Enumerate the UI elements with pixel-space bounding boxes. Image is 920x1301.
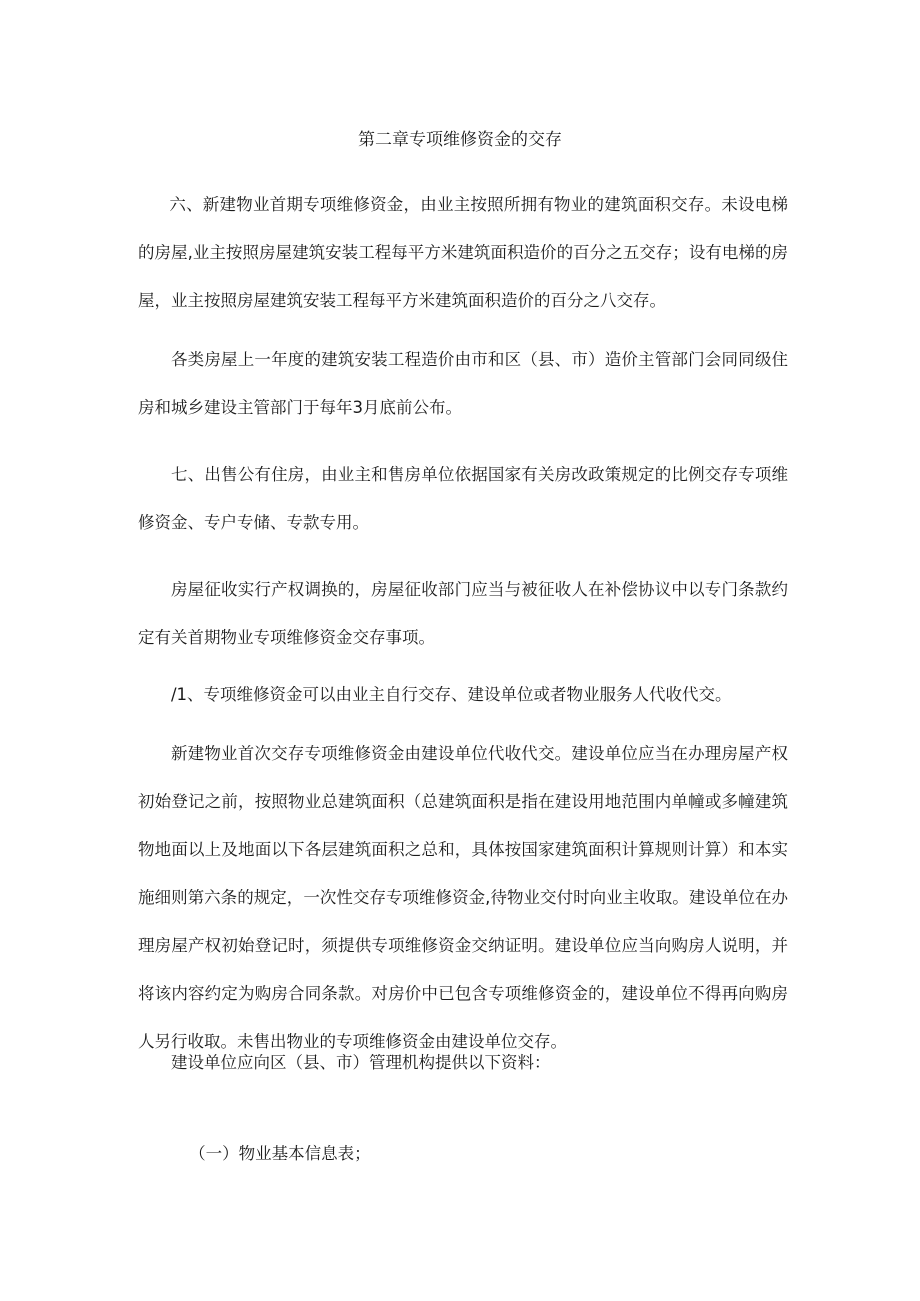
materials-item-1: （一）物业基本信息表；	[189, 1144, 371, 1163]
article-8-paragraph: /1、专项维修资金可以由业主自行交存、建设单位或者物业服务人代收代交。	[171, 685, 732, 704]
construction-cost-paragraph: 各类房屋上一年度的建筑安装工程造价由市和区（县、市）造价主管部门会同同级住房和城乡建设主管部门于每年3月底前公布。	[138, 350, 788, 417]
new-property-deposit-paragraph: 新建物业首次交存专项维修资金由建设单位代收代交。建设单位应当在办理房屋产权初始登记之前，按照物业总建筑面积（总建筑面积是指在建设用地范围内单幢或多幢建筑物地面以上及地面以下各层建筑面积之总和，具体按国家建筑面积计算规则计算）和本实施细则第六条的规定，一次性交存专项维修资金,待物业交付时向业主收取。建设单位在办理房屋产权初始登记时，须提供专项维修资金交纳证明。建设单位应当向购房人说明，并将该内容约定为购房合同条款。对房价中已包含专项维修资金的，建设单位不得再向购房人另行收取。未售出物业的专项维修资金由建设单位交存。	[138, 744, 788, 1051]
chapter-title: 第二章专项维修资金的交存	[358, 130, 562, 150]
article-6-paragraph: 六、新建物业首期专项维修资金，由业主按照所拥有物业的建筑面积交存。未设电梯的房屋,业主按照房屋建筑安装工程每平方米建筑面积造价的百分之五交存；设有电梯的房屋，业主按照房屋建筑安装工程每平方米建筑面积造价的百分之八交存。	[138, 195, 788, 310]
article-7-paragraph: 七、出售公有住房，由业主和售房单位依据国家有关房改政策规定的比例交存专项维修资金、专户专储、专款专用。	[138, 465, 788, 532]
expropriation-paragraph: 房屋征收实行产权调换的，房屋征收部门应当与被征收人在补偿协议中以专门条款约定有关首期物业专项维修资金交存事项。	[138, 580, 788, 647]
materials-intro-paragraph: 建设单位应向区（县、市）管理机构提供以下资料：	[171, 1053, 551, 1072]
